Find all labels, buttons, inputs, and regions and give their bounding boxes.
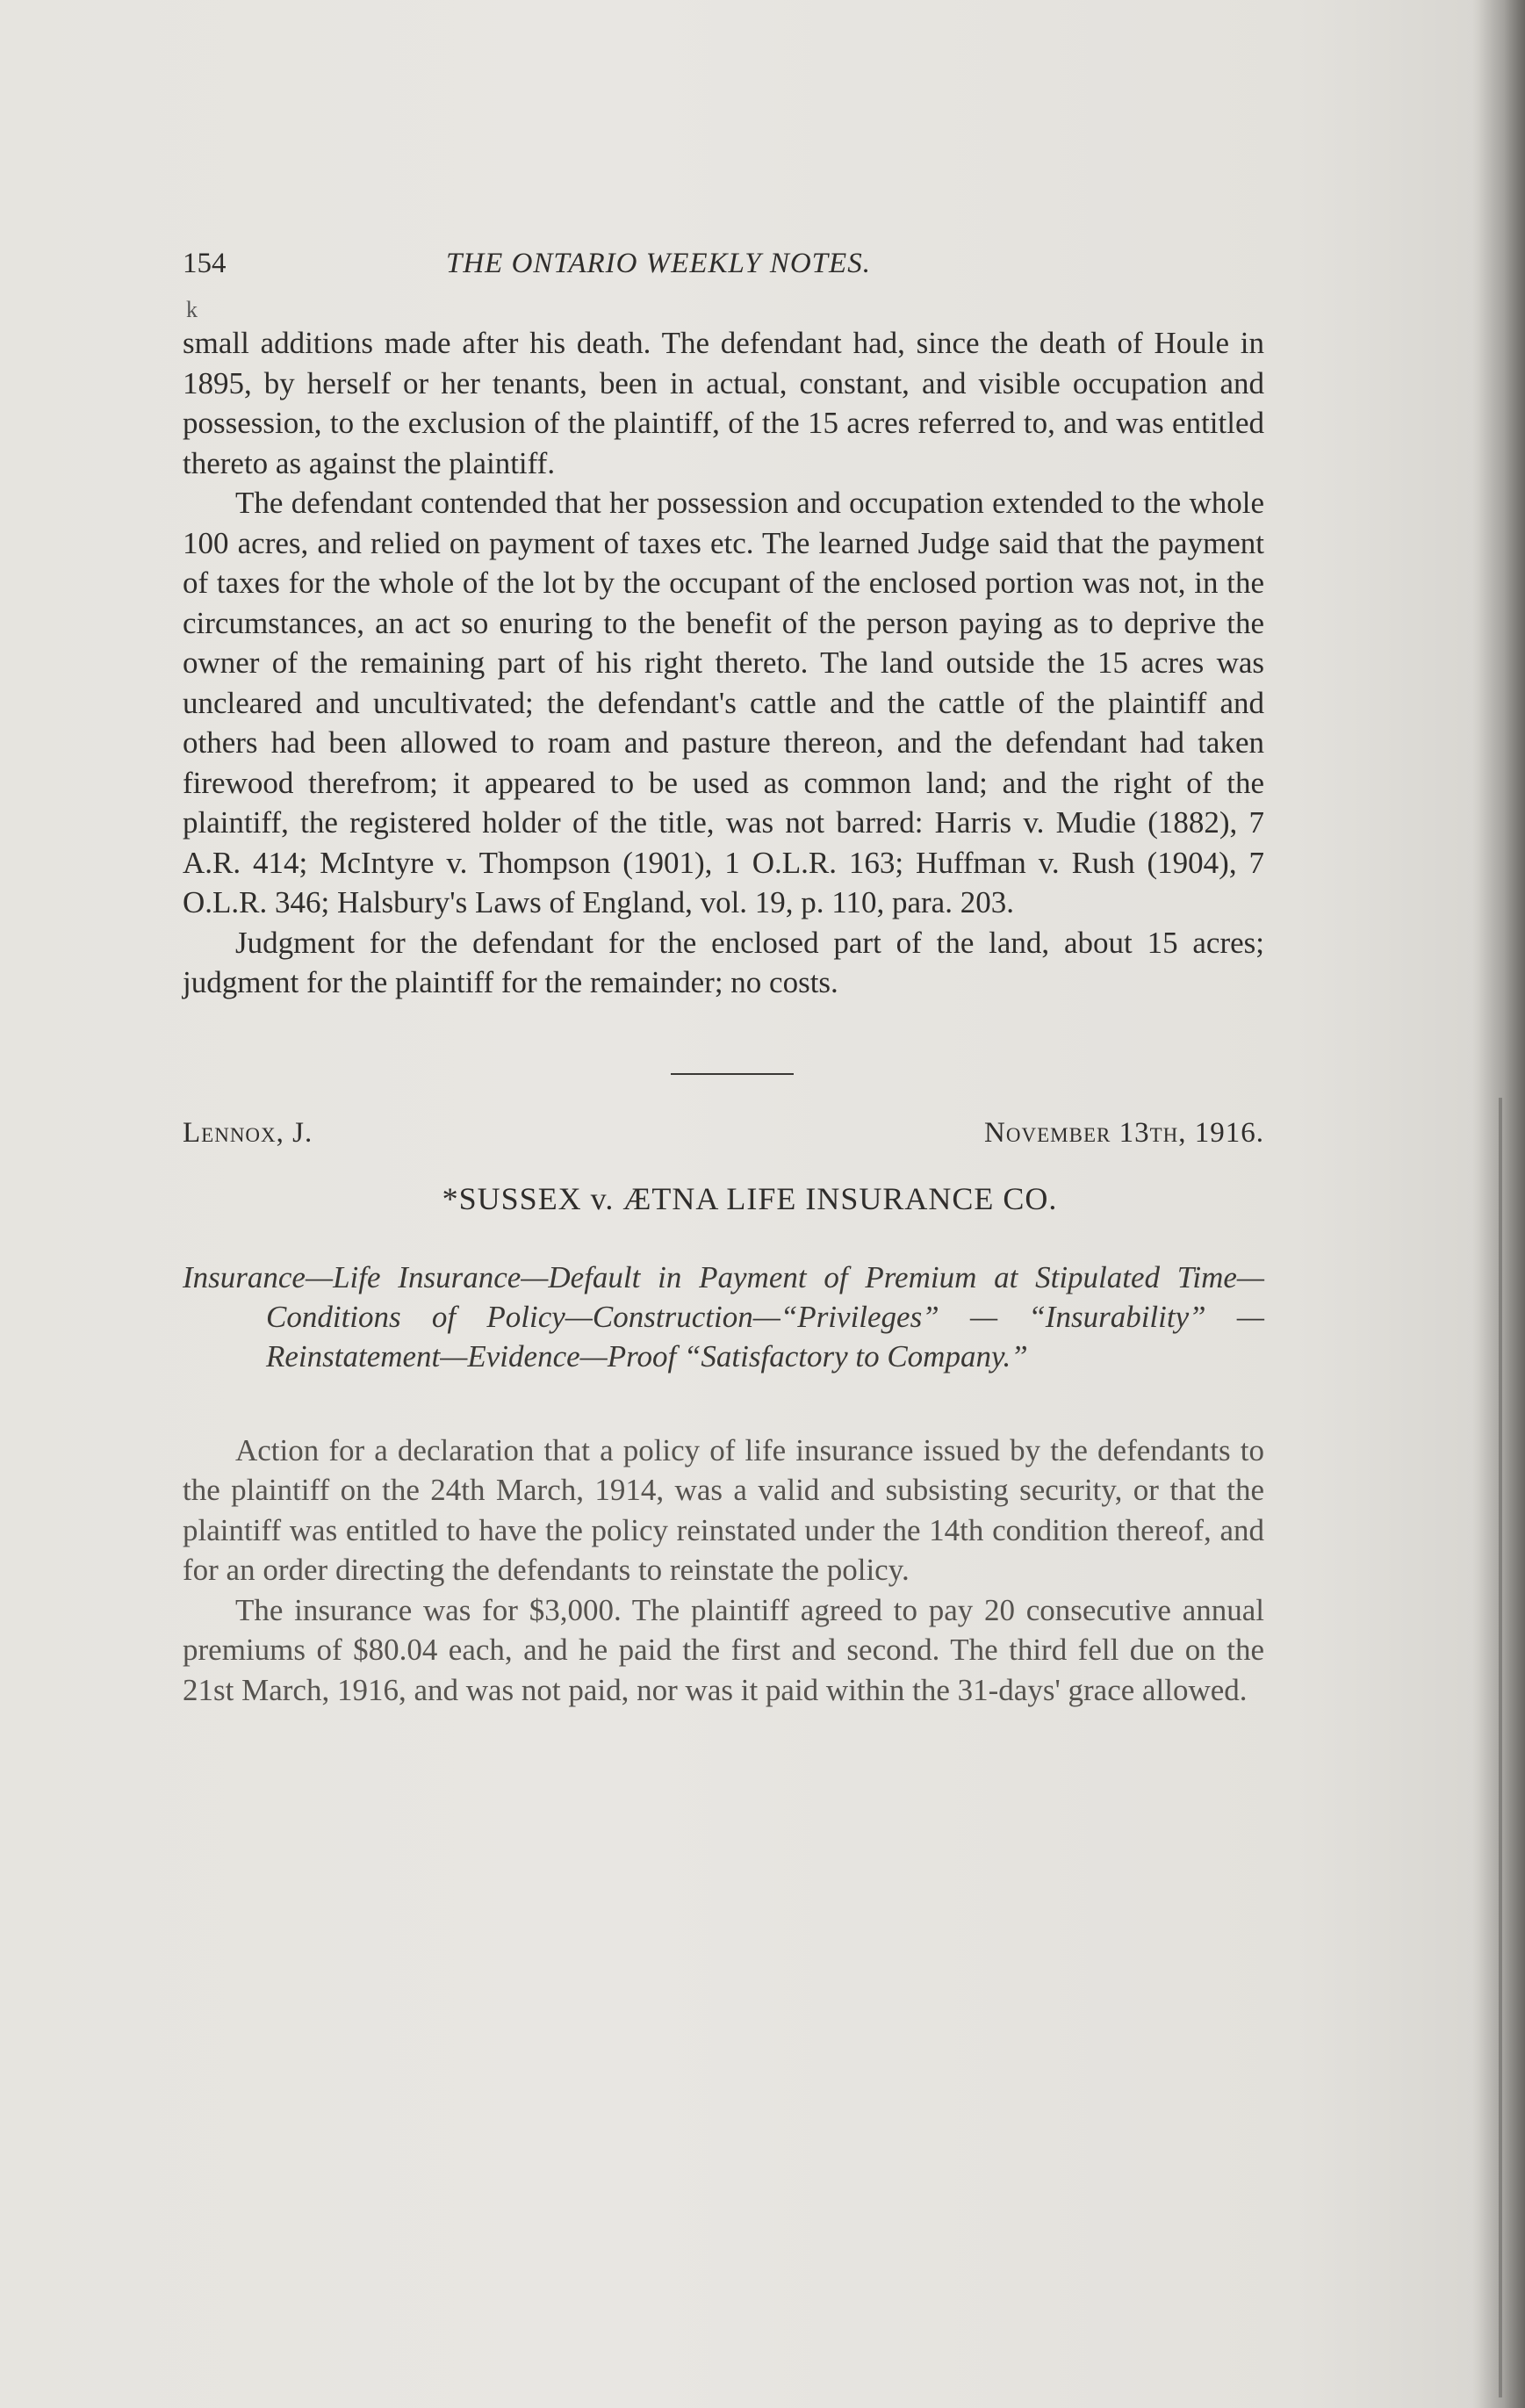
margin-mark: k: [186, 297, 198, 322]
judge-name: Lennox, J.: [183, 1116, 313, 1149]
running-head: [183, 237, 1264, 290]
paragraph: The defendant contended that her possession and occupation extended to the whole 100 acres, and relied on payment of taxes etc. The learned Judge said that the payment of taxes for the whole of the lot by the occupant of the enclosed portion was not, in the circumstances, an act so enuring to the benefit of the person paying as to deprive the owner of the remaining part of his right thereto. The land outside the 15 acres was uncleared and uncultivated; the defendant's cattle and the cattle of the plaintiff and others had been allowed to roam and pasture thereon, and the defendant had taken firewood therefrom; it appeared to be used as common land; and the right of the plaintiff, the registered holder of the title, was not barred: Harris v. Mudie (1882), 7 A.R. 414; McIntyre v. Thompson (1901), 1 O.L.R. 163; Huffman v. Rush (1904), 7 O.L.R. 346; Halsbury's Laws of England, vol. 19, p. 110, para. 203.: [183, 486, 1264, 919]
judgment-date: November 13th, 1916.: [984, 1116, 1264, 1149]
page-edge-line: [1499, 1098, 1502, 2397]
page-content: [183, 237, 1264, 1710]
journal-title: THE ONTARIO WEEKLY NOTES.: [446, 248, 871, 279]
section-divider: [671, 1073, 794, 1075]
page-number: 154: [183, 248, 227, 279]
headnote: Insurance—Life Insurance—Default in Payment of Premium at Stipulated Time—Conditions of Policy—Construction—“Privileges” — “Insurability” — Reinstatement—Evidence—Proof “Satisfactory to Company.”: [183, 1259, 1264, 1373]
judgment-paragraph: Judgment for the defendant for the enclosed part of the land, about 15 acres; judgment for the plaintiff for the remainder; no costs.: [183, 925, 1264, 999]
paragraph: small additions made after his death. The defendant had, since the death of Houle in 1895, by herself or her tenants, been in actual, constant, and visible occupation and possession, to the exclusion of the plaintiff, of the 15 acres referred to, and was entitled thereto as against the plaintiff.: [183, 326, 1264, 480]
case-title: *SUSSEX v. ÆTNA LIFE INSURANCE CO.: [442, 1180, 1058, 1216]
case-judge-date-line: [183, 1117, 1264, 1161]
paragraph: Action for a declaration that a policy of life insurance issued by the defendants to the plaintiff on the 24th March, 1914, was a valid and subsisting security, or that the plaintiff was entitled to have the policy reinstated under the 14th condition thereof, and for an order directing the defendants to reinstate the policy.: [183, 1432, 1264, 1587]
paragraph: The insurance was for $3,000. The plaintiff agreed to pay 20 consecutive annual premiums of $80.04 each, and he paid the first and second. The third fell due on the 21st March, 1916, and was not paid, nor was it paid within the 31-days' grace allowed.: [183, 1592, 1264, 1707]
